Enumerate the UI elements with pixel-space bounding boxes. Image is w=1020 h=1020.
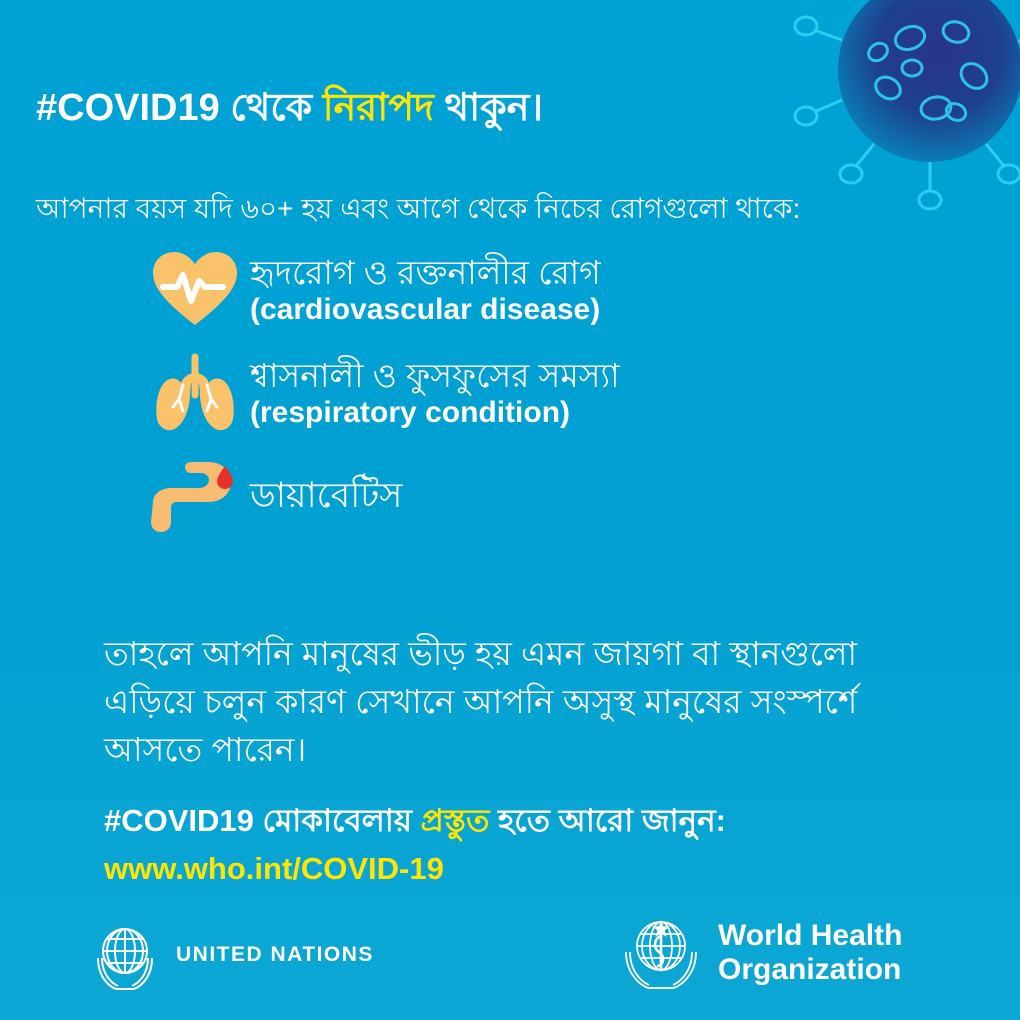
finger-blood-drop-icon xyxy=(140,456,250,536)
who-logo-line1: World Health xyxy=(718,919,903,953)
list-item xyxy=(140,351,1000,437)
condition-text xyxy=(250,357,620,431)
heart-pulse-icon xyxy=(140,249,250,333)
condition-label-en: (respiratory condition) xyxy=(250,395,571,429)
un-logo-label: UNITED NATIONS xyxy=(176,943,374,966)
headline-highlight: নিরাপদ xyxy=(322,87,434,129)
cta-part1: #COVID19 মোকাবেলায় xyxy=(104,803,421,838)
list-item xyxy=(140,455,1000,537)
condition-text xyxy=(250,476,402,516)
condition-label-bn: ডায়াবেটিস xyxy=(250,475,403,515)
who-covid-url-link[interactable]: www.who.int/COVID-19 xyxy=(104,850,444,886)
list-item xyxy=(140,249,1000,333)
condition-text xyxy=(250,254,601,328)
headline-part2: থাকুন। xyxy=(433,87,544,129)
united-nations-logo xyxy=(88,918,374,992)
condition-label-en: (cardiovascular disease) xyxy=(250,292,601,326)
headline-part1: #COVID19 থেকে xyxy=(36,87,323,129)
poster-headline xyxy=(36,88,543,130)
condition-label-bn: হৃদরোগ ও রক্তনালীর রোগ xyxy=(250,254,601,292)
who-logo-line2: Organization xyxy=(718,953,902,986)
who-emblem-icon xyxy=(618,910,704,996)
cta-highlight: প্রস্তুত xyxy=(420,803,490,838)
who-logo-label xyxy=(718,919,902,986)
conditions-list xyxy=(140,255,1000,555)
cta-part2: হতে আরো জানুন: xyxy=(489,803,726,838)
call-to-action xyxy=(104,800,974,890)
un-emblem-icon xyxy=(88,918,162,992)
condition-label-bn: শ্বাসনালী ও ফুসফুসের সমস্যা xyxy=(250,357,620,395)
lungs-icon xyxy=(140,351,250,437)
advice-text: তাহলে আপনি মানুষের ভীড় হয় এমন জায়গা বা স্থানগুলো এড়িয়ে চলুন কারণ সেখানে আপনি অসুস্থ মানুষের সংস্পর্শে আসতে পারেন। xyxy=(104,635,858,768)
world-health-organization-logo xyxy=(618,910,902,996)
intro-text: আপনার বয়স যদি ৬০+ হয় এবং আগে থেকে নিচের রোগগুলো থাকে: xyxy=(36,193,801,224)
